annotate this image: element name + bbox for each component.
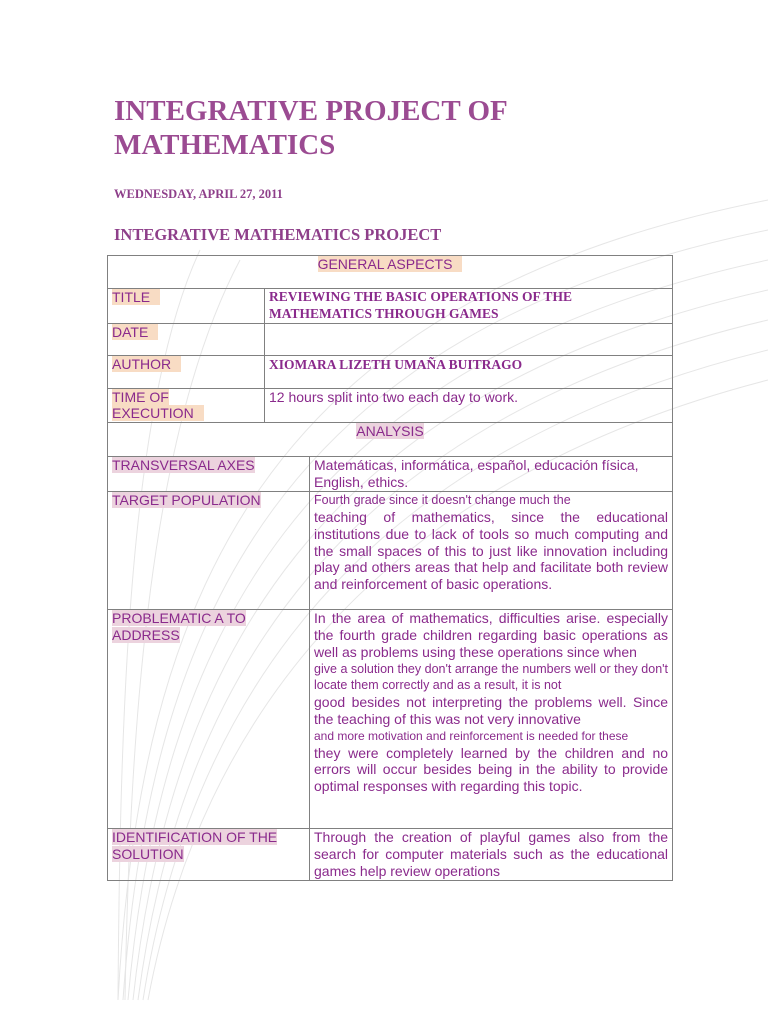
time-value: 12 hours split into two each day to work. <box>265 388 673 423</box>
population-text-2: teaching of mathematics, since the educational institutions due to lack of tools so much computing and the small spaces of this to just like innovation including play and others areas that help and facilitate both review and reinforcement of basic operations. <box>314 508 669 593</box>
problem-label: PROBLEMATIC A TO ADDRESS <box>112 610 246 643</box>
axes-label: TRANSVERSAL AXES <box>112 457 255 474</box>
general-aspects-header <box>108 256 673 289</box>
post-heading: INTEGRATIVE MATHEMATICS PROJECT <box>114 225 442 244</box>
title-label-cell <box>108 289 265 324</box>
axes-value: Matemáticas, informática, español, educación física, English, ethics. <box>310 457 673 492</box>
date-label-cell <box>108 323 265 355</box>
author-label: AUTHOR <box>112 356 181 372</box>
date-value <box>265 323 673 355</box>
solution-label-cell <box>108 829 310 880</box>
population-label-cell <box>108 492 310 610</box>
problem-text-5: they were completely learned by the children and no errors will occur besides being in the ability to provide optimal responses with regarding this topic. <box>314 744 669 795</box>
solution-value: Through the creation of playful games also from the search for computer materials such as the educational games help review operations <box>310 829 673 880</box>
project-table <box>107 255 673 881</box>
axes-label-cell <box>108 457 310 492</box>
author-value: XIOMARA LIZETH UMAÑA BUITRAGO <box>265 355 673 388</box>
problem-text-2: give a solution they don't arrange the numbers well or they don't locate them correctly and as a result, it is not <box>314 661 669 693</box>
author-label-cell <box>108 355 265 388</box>
problem-text-1: In the area of mathematics, difficulties arise. especially the fourth grade children regarding basic operations as well as problems using these operations since when <box>314 610 669 660</box>
population-text-1: Fourth grade since it doesn't change much the <box>314 493 571 508</box>
problem-value <box>310 610 673 829</box>
problem-label-cell <box>108 610 310 829</box>
analysis-label: ANALYSIS <box>356 423 424 440</box>
time-label: TIME OF EXECUTION <box>112 389 204 422</box>
date-label: DATE <box>112 324 158 340</box>
population-label: TARGET POPULATION <box>112 492 261 509</box>
time-label-cell <box>108 388 265 423</box>
problem-text-4: and more motivation and reinforcement is needed for these <box>314 728 629 743</box>
title-value: REVIEWING THE BASIC OPERATIONS OF THE MATHEMATICS THROUGH GAMES <box>265 289 673 324</box>
problem-text-3: good besides not interpreting the problems well. Since the teaching of this was not very innovative <box>314 694 669 727</box>
analysis-header <box>108 423 673 457</box>
post-date: WEDNESDAY, APRIL 27, 2011 <box>114 187 283 201</box>
general-aspects-label: GENERAL ASPECTS <box>318 256 463 272</box>
title-label: TITLE <box>112 289 160 305</box>
population-value <box>310 492 673 610</box>
page-title: INTEGRATIVE PROJECT OF MATHEMATICS <box>114 95 507 161</box>
solution-label: IDENTIFICATION OF THE SOLUTION <box>112 829 278 862</box>
